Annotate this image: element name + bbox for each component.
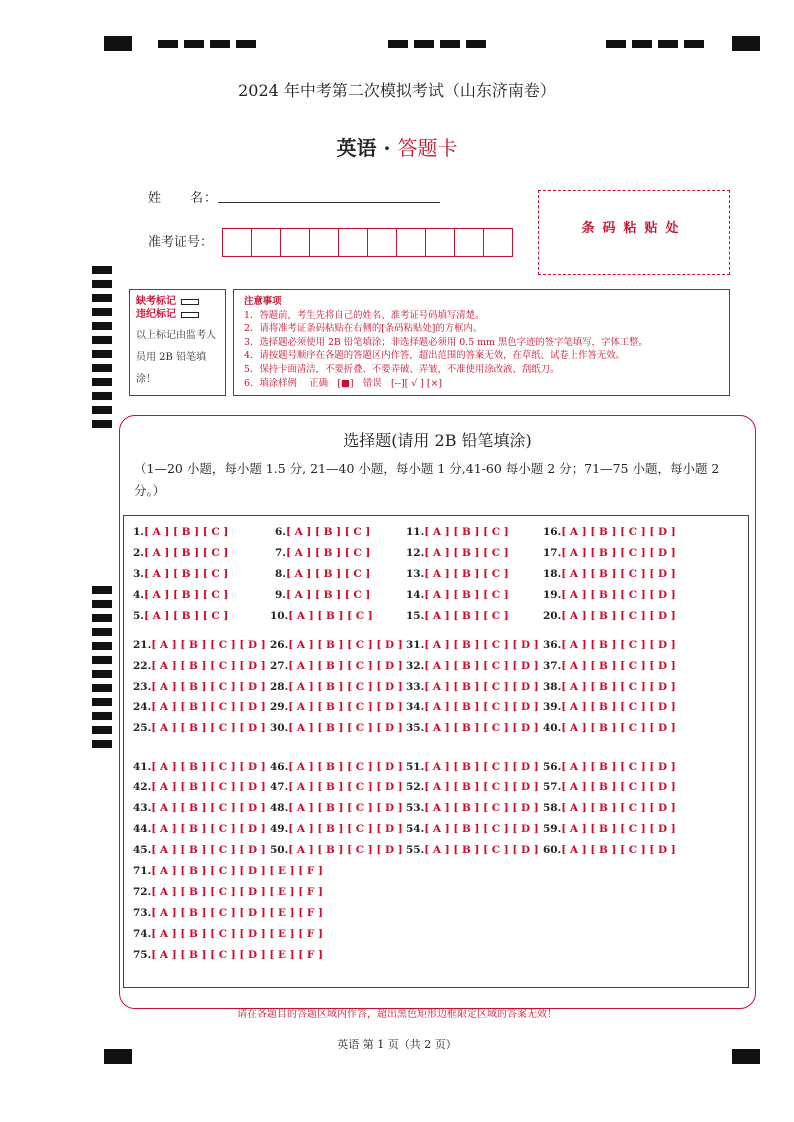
subject-name: 英语 bbox=[336, 136, 377, 160]
barcode-area bbox=[538, 190, 730, 275]
timing-mark bbox=[92, 614, 112, 622]
timing-mark bbox=[92, 308, 112, 316]
timing-mark bbox=[684, 40, 704, 48]
ticket-number-boxes bbox=[222, 228, 512, 256]
ticket-digit-box[interactable] bbox=[251, 228, 281, 257]
timing-mark bbox=[184, 40, 204, 48]
question-row[interactable]: 1.[ A ] [ B ] [ C ] bbox=[133, 526, 229, 538]
question-row[interactable]: 44.[ A ] [ B ] [ C ] [ D ] bbox=[133, 823, 266, 835]
question-row[interactable]: 20.[ A ] [ B ] [ C ] [ D ] bbox=[543, 610, 676, 622]
question-row[interactable]: 15.[ A ] [ B ] [ C ] bbox=[406, 610, 509, 622]
question-row[interactable]: 7.[ A ] [ B ] [ C ] bbox=[275, 547, 371, 559]
question-row[interactable]: 33.[ A ] [ B ] [ C ] [ D ] bbox=[406, 681, 539, 693]
question-row[interactable]: 55.[ A ] [ B ] [ C ] [ D ] bbox=[406, 844, 539, 856]
question-row[interactable]: 16.[ A ] [ B ] [ C ] [ D ] bbox=[543, 526, 676, 538]
notice-box bbox=[233, 289, 730, 396]
timing-mark bbox=[440, 40, 460, 48]
violation-mark-row bbox=[136, 308, 219, 321]
question-row[interactable]: 59.[ A ] [ B ] [ C ] [ D ] bbox=[543, 823, 676, 835]
question-row[interactable]: 27.[ A ] [ B ] [ C ] [ D ] bbox=[270, 660, 403, 672]
timing-mark bbox=[210, 40, 230, 48]
question-row[interactable]: 74.[ A ] [ B ] [ C ] [ D ] [ E ] [ F ] bbox=[133, 928, 323, 940]
question-row[interactable]: 11.[ A ] [ B ] [ C ] bbox=[406, 526, 509, 538]
ticket-digit-box[interactable] bbox=[309, 228, 339, 257]
question-row[interactable]: 50.[ A ] [ B ] [ C ] [ D ] bbox=[270, 844, 403, 856]
ticket-digit-box[interactable] bbox=[483, 228, 513, 257]
violation-mark-box[interactable] bbox=[181, 312, 199, 318]
card-subtitle bbox=[0, 132, 794, 161]
notice-item: 5．保持卡面清洁，不要折叠、不要弄破、弄皱，不准使用涂改液、刮纸刀。 bbox=[244, 363, 560, 375]
question-row[interactable]: 6.[ A ] [ B ] [ C ] bbox=[275, 526, 371, 538]
marks-note: 以上标记由监考人员用 2B 铅笔填涂！ bbox=[136, 330, 216, 385]
timing-mark bbox=[158, 40, 178, 48]
question-row[interactable]: 57.[ A ] [ B ] [ C ] [ D ] bbox=[543, 781, 676, 793]
question-row[interactable]: 3.[ A ] [ B ] [ C ] bbox=[133, 568, 229, 580]
question-row[interactable]: 38.[ A ] [ B ] [ C ] [ D ] bbox=[543, 681, 676, 693]
exam-title: 2024 年中考第二次模拟考试（山东济南卷） bbox=[238, 81, 556, 100]
timing-mark bbox=[658, 40, 678, 48]
question-row[interactable]: 29.[ A ] [ B ] [ C ] [ D ] bbox=[270, 701, 403, 713]
question-row[interactable]: 32.[ A ] [ B ] [ C ] [ D ] bbox=[406, 660, 539, 672]
question-row[interactable]: 22.[ A ] [ B ] [ C ] [ D ] bbox=[133, 660, 266, 672]
notice-heading: 注意事项 bbox=[244, 296, 282, 307]
ticket-digit-box[interactable] bbox=[222, 228, 252, 257]
timing-mark bbox=[92, 656, 112, 664]
notice-item: 6．填涂样例 正确 [■] 错误 [--][ √ ] [×] bbox=[244, 377, 443, 389]
name-field[interactable] bbox=[218, 202, 440, 203]
section-title: 选择题(请用 2B 铅笔填涂) bbox=[343, 431, 532, 450]
question-row[interactable]: 41.[ A ] [ B ] [ C ] [ D ] bbox=[133, 761, 266, 773]
absent-mark-row bbox=[136, 295, 219, 308]
question-row[interactable]: 34.[ A ] [ B ] [ C ] [ D ] bbox=[406, 701, 539, 713]
timing-mark bbox=[92, 740, 112, 748]
registration-mark-top-right bbox=[732, 36, 760, 51]
question-row[interactable]: 28.[ A ] [ B ] [ C ] [ D ] bbox=[270, 681, 403, 693]
question-row[interactable]: 45.[ A ] [ B ] [ C ] [ D ] bbox=[133, 844, 266, 856]
question-row[interactable]: 8.[ A ] [ B ] [ C ] bbox=[275, 568, 371, 580]
question-row[interactable]: 26.[ A ] [ B ] [ C ] [ D ] bbox=[270, 639, 403, 651]
question-row[interactable]: 12.[ A ] [ B ] [ C ] bbox=[406, 547, 509, 559]
question-row[interactable]: 25.[ A ] [ B ] [ C ] [ D ] bbox=[133, 722, 266, 734]
question-row[interactable]: 40.[ A ] [ B ] [ C ] [ D ] bbox=[543, 722, 676, 734]
timing-mark bbox=[92, 406, 112, 414]
question-row[interactable]: 39.[ A ] [ B ] [ C ] [ D ] bbox=[543, 701, 676, 713]
notice-item: 1．答题前，考生先将自己的姓名、准考证号码填写清楚。 bbox=[244, 309, 485, 321]
question-row[interactable]: 75.[ A ] [ B ] [ C ] [ D ] [ E ] [ F ] bbox=[133, 949, 323, 961]
timing-mark bbox=[92, 586, 112, 594]
notice-item: 2．请将准考证条码粘贴在右侧的[条码粘贴处]的方框内。 bbox=[244, 323, 483, 335]
timing-mark bbox=[414, 40, 434, 48]
question-row[interactable]: 24.[ A ] [ B ] [ C ] [ D ] bbox=[133, 701, 266, 713]
answer-area-warning: 请在各题目的答题区域内作答，超出黑色矩形边框限定区域的答案无效！ bbox=[237, 1009, 557, 1020]
registration-mark-top-left bbox=[104, 36, 132, 51]
timing-mark bbox=[92, 266, 112, 274]
ticket-digit-box[interactable] bbox=[367, 228, 397, 257]
timing-mark bbox=[92, 336, 112, 344]
subtitle-separator: · bbox=[383, 136, 391, 160]
question-row[interactable]: 35.[ A ] [ B ] [ C ] [ D ] bbox=[406, 722, 539, 734]
question-row[interactable]: 14.[ A ] [ B ] [ C ] bbox=[406, 589, 509, 601]
question-row[interactable]: 47.[ A ] [ B ] [ C ] [ D ] bbox=[270, 781, 403, 793]
question-row[interactable]: 48.[ A ] [ B ] [ C ] [ D ] bbox=[270, 802, 403, 814]
absent-mark-label: 缺考标记 bbox=[136, 296, 176, 307]
question-row[interactable]: 58.[ A ] [ B ] [ C ] [ D ] bbox=[543, 802, 676, 814]
barcode-label: 条码粘贴处 bbox=[581, 221, 687, 236]
timing-mark bbox=[632, 40, 652, 48]
absent-mark-box[interactable] bbox=[181, 299, 199, 305]
timing-mark bbox=[92, 364, 112, 372]
timing-mark bbox=[606, 40, 626, 48]
question-row[interactable]: 54.[ A ] [ B ] [ C ] [ D ] bbox=[406, 823, 539, 835]
question-row[interactable]: 71.[ A ] [ B ] [ C ] [ D ] [ E ] [ F ] bbox=[133, 865, 323, 877]
question-row[interactable]: 21.[ A ] [ B ] [ C ] [ D ] bbox=[133, 639, 266, 651]
question-row[interactable]: 36.[ A ] [ B ] [ C ] [ D ] bbox=[543, 639, 676, 651]
question-row[interactable]: 23.[ A ] [ B ] [ C ] [ D ] bbox=[133, 681, 266, 693]
timing-mark bbox=[92, 294, 112, 302]
question-row[interactable]: 46.[ A ] [ B ] [ C ] [ D ] bbox=[270, 761, 403, 773]
question-row[interactable]: 72.[ A ] [ B ] [ C ] [ D ] [ E ] [ F ] bbox=[133, 886, 323, 898]
question-row[interactable]: 5.[ A ] [ B ] [ C ] bbox=[133, 610, 229, 622]
timing-mark bbox=[92, 280, 112, 288]
notice-item: 3．选择题必须使用 2B 铅笔填涂；非选择题必须用 0.5 mm 黑色字迹的签字笔填写，字体工整。 bbox=[244, 336, 648, 348]
timing-mark bbox=[92, 628, 112, 636]
timing-mark bbox=[92, 600, 112, 608]
timing-mark bbox=[92, 378, 112, 386]
timing-mark bbox=[92, 322, 112, 330]
question-row[interactable]: 9.[ A ] [ B ] [ C ] bbox=[275, 589, 371, 601]
timing-mark bbox=[92, 392, 112, 400]
timing-mark bbox=[236, 40, 256, 48]
question-row[interactable]: 19.[ A ] [ B ] [ C ] [ D ] bbox=[543, 589, 676, 601]
question-row[interactable]: 73.[ A ] [ B ] [ C ] [ D ] [ E ] [ F ] bbox=[133, 907, 323, 919]
question-row[interactable]: 4.[ A ] [ B ] [ C ] bbox=[133, 589, 229, 601]
timing-mark bbox=[92, 698, 112, 706]
ticket-digit-box[interactable] bbox=[338, 228, 368, 257]
timing-mark bbox=[388, 40, 408, 48]
section-description: （1—20 小题，每小题 1.5 分, 21—40 小题，每小题 1 分,41-60 每小题 2 分；71—75 小题，每小题 2 分。） bbox=[134, 461, 720, 498]
notice-item: 4．请按题号顺序在各题的答题区内作答，超出范围的答案无效，在草纸、试卷上作答无效。 bbox=[244, 350, 625, 362]
timing-mark bbox=[92, 726, 112, 734]
question-row[interactable]: 10.[ A ] [ B ] [ C ] bbox=[270, 610, 373, 622]
timing-mark bbox=[92, 684, 112, 692]
timing-mark bbox=[92, 350, 112, 358]
question-row[interactable]: 53.[ A ] [ B ] [ C ] [ D ] bbox=[406, 802, 539, 814]
question-row[interactable]: 31.[ A ] [ B ] [ C ] [ D ] bbox=[406, 639, 539, 651]
timing-mark bbox=[92, 420, 112, 428]
question-row[interactable]: 13.[ A ] [ B ] [ C ] bbox=[406, 568, 509, 580]
ticket-digit-box[interactable] bbox=[454, 228, 484, 257]
violation-mark-label: 违纪标记 bbox=[136, 309, 176, 320]
card-name: 答题卡 bbox=[397, 136, 458, 160]
timing-mark bbox=[92, 670, 112, 678]
question-row[interactable]: 42.[ A ] [ B ] [ C ] [ D ] bbox=[133, 781, 266, 793]
question-row[interactable]: 43.[ A ] [ B ] [ C ] [ D ] bbox=[133, 802, 266, 814]
question-row[interactable]: 49.[ A ] [ B ] [ C ] [ D ] bbox=[270, 823, 403, 835]
ticket-digit-box[interactable] bbox=[425, 228, 455, 257]
timing-mark bbox=[92, 642, 112, 650]
ticket-number-label: 准考证号： bbox=[148, 235, 214, 250]
question-row[interactable]: 2.[ A ] [ B ] [ C ] bbox=[133, 547, 229, 559]
ticket-digit-box[interactable] bbox=[280, 228, 310, 257]
question-row[interactable]: 17.[ A ] [ B ] [ C ] [ D ] bbox=[543, 547, 676, 559]
page-number: 英语 第 1 页（共 2 页） bbox=[337, 1038, 457, 1051]
name-label: 姓 名： bbox=[148, 191, 219, 206]
timing-mark bbox=[466, 40, 486, 48]
question-row[interactable]: 37.[ A ] [ B ] [ C ] [ D ] bbox=[543, 660, 676, 672]
question-row[interactable]: 51.[ A ] [ B ] [ C ] [ D ] bbox=[406, 761, 539, 773]
timing-mark bbox=[92, 712, 112, 720]
question-row[interactable]: 52.[ A ] [ B ] [ C ] [ D ] bbox=[406, 781, 539, 793]
supervisor-marks-box bbox=[129, 289, 226, 396]
question-row[interactable]: 30.[ A ] [ B ] [ C ] [ D ] bbox=[270, 722, 403, 734]
ticket-digit-box[interactable] bbox=[396, 228, 426, 257]
question-row[interactable]: 18.[ A ] [ B ] [ C ] [ D ] bbox=[543, 568, 676, 580]
question-row[interactable]: 56.[ A ] [ B ] [ C ] [ D ] bbox=[543, 761, 676, 773]
question-row[interactable]: 60.[ A ] [ B ] [ C ] [ D ] bbox=[543, 844, 676, 856]
